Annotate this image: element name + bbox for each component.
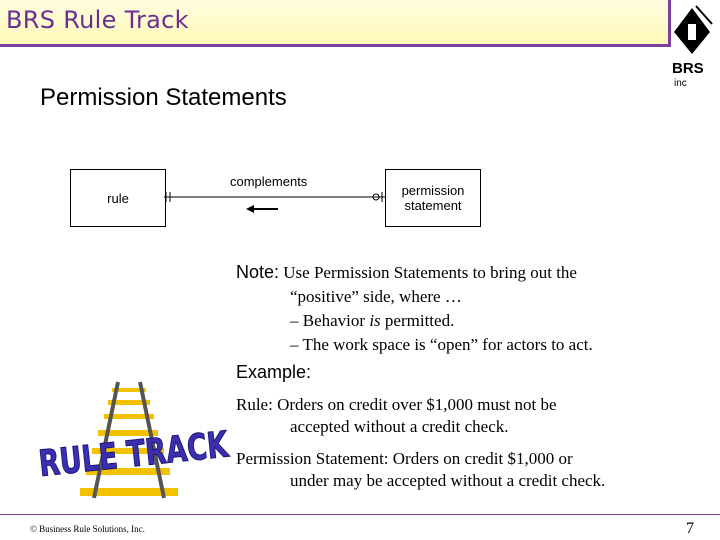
note-line-1 [236,260,676,285]
page-number: 7 [686,520,694,537]
rule-box [70,169,166,227]
note-block [236,260,676,357]
rule-box-label: rule [107,190,129,206]
permission-box-label: permission statement [401,183,465,213]
logo-subtext: inc [674,78,687,89]
example-label: Example: [236,362,312,382]
note-line-3-pre: – Behavior [290,311,370,330]
relation-label: complements [230,174,308,189]
note-line-2: “positive” side, where … [290,287,462,306]
header-title: BRS Rule Track [6,6,189,34]
note-line-3-em: is [369,311,381,330]
example-rule-line-2: accepted without a credit check. [290,417,509,436]
logo-text: BRS [672,60,704,77]
footer-copyright: © Business Rule Solutions, Inc. [30,524,145,534]
note-label: Note: [236,262,280,282]
example-permission-line-2: under may be accepted without a credit check. [290,471,606,490]
header-band [0,0,668,47]
note-line-4: – The work space is “open” for actors to act. [290,335,593,354]
rule-track-graphic [36,380,292,498]
note-line-3 [236,309,676,333]
permission-statement-box [385,169,481,227]
example-rule-line-1: Rule: Orders on credit over $1,000 must not be [236,395,557,414]
footer-divider [0,514,720,515]
relation-connector [160,185,390,225]
example-rule [236,394,696,438]
note-line-3-post: permitted. [380,311,455,330]
example-permission-line-1: Permission Statement: Orders on credit $1,000 or [236,449,573,468]
rule-track-text: RULE TRACK [36,418,292,486]
note-text-1: Use Permission Statements to bring out the [283,263,577,282]
page-title: Permission Statements [40,84,287,111]
example-permission [236,448,696,492]
